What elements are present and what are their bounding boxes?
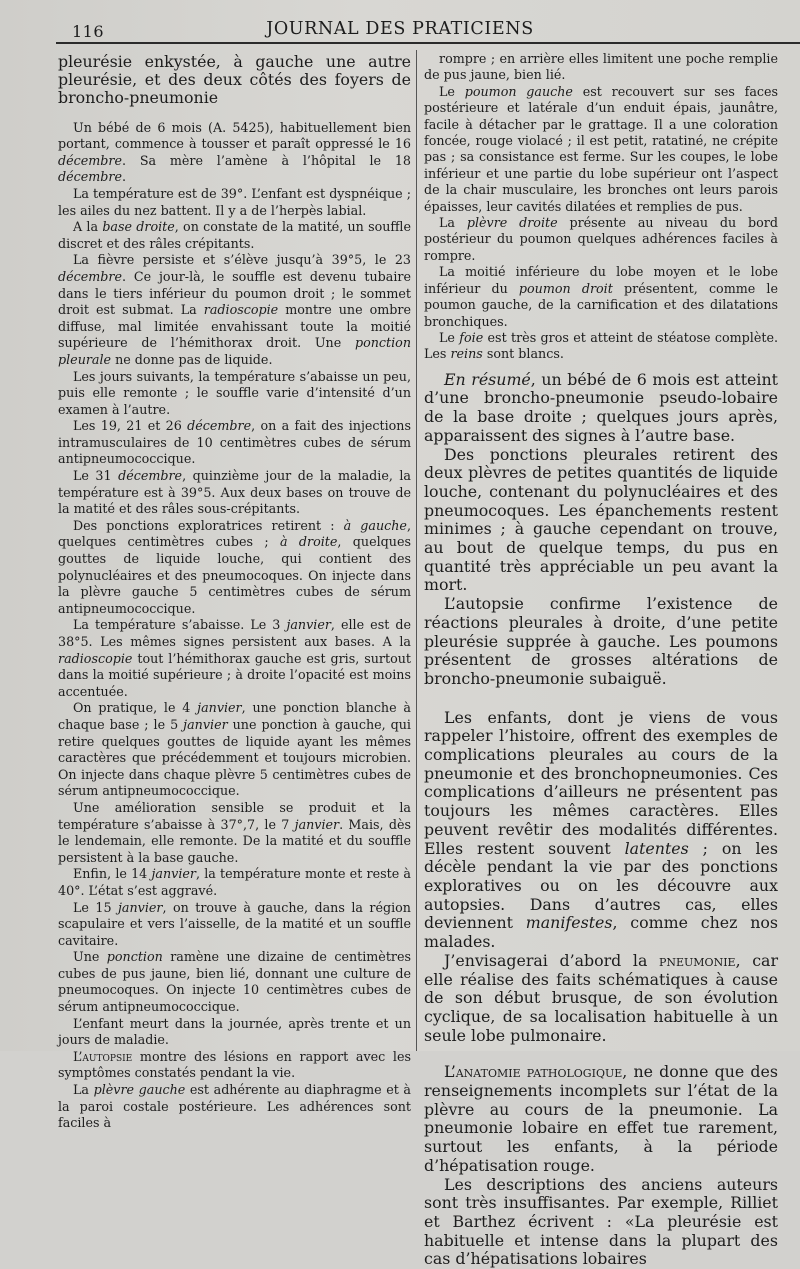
right-column-paragraph: La moitié inférieure du lobe moyen et le lobe inférieur du poumon droit présentent, comme le poumon gauche, de la carnification et des dilatations bronchiques.: [424, 264, 778, 329]
paragraph-spacer: [424, 689, 778, 709]
left-column-paragraph: A la base droite, on constate de la matité, un souffle discret et des râles crépitants.: [58, 219, 411, 251]
column-divider: [416, 50, 417, 1051]
right-column-paragraph: En résumé, un bébé de 6 mois est atteint d’une broncho-pneumonie pseudo-lobaire de la base droite ; quelques jours après, apparaissent des signes à l’autre base.: [424, 369, 778, 445]
right-column: [424, 51, 778, 1269]
page-header: [0, 12, 800, 46]
right-column-paragraph: Le poumon gauche est recouvert sur ses faces postérieure et latérale d’un enduit épais, jaunâtre, facile à détacher par le grattage. Il a une coloration foncée, rouge violacé ; il est petit, ratatiné, ne crépite pas ; sa consistance est ferme. Sur les coupes, le lobe inférieur et une partie du lobe supérieur ont l’aspect de la chair musculaire, les bronches ont leurs parois épaisses, leur cavités dilatées et remplies de pus.: [424, 83, 779, 214]
left-column-paragraph: La fièvre persiste et s’élève jusqu’à 39°5, le 23 décembre. Ce jour-là, le souffle est devenu tubaire dans le tiers inférieur du poumon droit ; le sommet droit est submat. La radioscopie montre une ombre diffuse, mal limitée envahissant toute la moitié supérieure de l’hémithorax droit. Une ponction pleurale ne donne pas de liquide.: [58, 252, 411, 367]
right-column-paragraph: rompre ; en arrière elles limitent une poche remplie de pus jaune, bien lié.: [424, 51, 778, 83]
right-column-paragraph: L’anatomie pathologique, ne donne que des renseignements incomplets sur l’état de la plèvre au cours de la pneumonie. La pneumonie lobaire en effet tue rarement, surtout les enfants, à la période d’hépatisation rouge.: [424, 1062, 778, 1175]
right-column-paragraph: J’envisagerai d’abord la pneumonie, car elle réalise des faits schématiques à cause de son début brusque, de son évolution cyclique, de sa localisation habituelle à un seule lobe pulmonaire.: [424, 950, 779, 1045]
journal-title: JOURNAL DES PRATICIENS: [266, 19, 534, 39]
right-column-paragraph: L’autopsie confirme l’existence de réactions pleurales à droite, d’une petite pleurésie supprée à gauche. Les poumons présentent de grosses altérations de broncho-pneumonie subaiguë.: [424, 594, 778, 688]
left-column-paragraph: Un bébé de 6 mois (A. 5425), habituellement bien portant, commence à tousser et paraît oppressé le 16 décembre. Sa mère l’amène à l’hôpital le 18 décembre.: [58, 119, 411, 185]
left-column-paragraph: Une ponction ramène une dizaine de centimètres cubes de pus jaune, bien lié, donnant une culture de pneumocoques. On injecte 10 centimètres cubes de sérum antipneumococcique.: [58, 949, 411, 1015]
left-column: [58, 53, 411, 1132]
page-number: 116: [72, 22, 105, 41]
left-column-paragraph: La température s’abaisse. Le 3 janvier, elle est de 38°5. Les mêmes signes persistent aux bases. A la radioscopie tout l’hémithorax gauche est gris, surtout dans la moitié supérieure ; à droite l’opacité est moins accentuée.: [58, 617, 411, 699]
header-rule: [56, 42, 800, 44]
left-column-paragraph: La température est de 39°. L’enfant est dyspnéique ; les ailes du nez battent. Il y a de l’herpès labial.: [58, 185, 411, 218]
left-column-paragraph: Enfin, le 14 janvier, la température monte et reste à 40°. L’état s’est aggravé.: [58, 866, 411, 898]
left-column-paragraph: Le 31 décembre, quinzième jour de la maladie, la température est à 39°5. Aux deux bases on trouve de la matité et des râles sous-crépitants.: [58, 468, 411, 517]
left-column-paragraph: pleurésie enkystée, à gauche une autre pleurésie, et des deux côtés des foyers de broncho-pneumonie: [58, 52, 411, 108]
right-column-paragraph: Les enfants, dont je viens de vous rappeler l’histoire, offrent des exemples de complications pleurales au cours de la pneumonie et des bronchopneumonies. Ces complications d’ailleurs ne présentent pas toujours les mêmes caractères. Elles peuvent revêtir des modalités différentes. Elles restent souvent latentes ; on les décèle pendant la vie par des ponctions exploratives ou on les découvre aux autopsies. Dans d’autres cas, elles deviennent manifestes, comme chez nos malades.: [424, 707, 778, 952]
left-column-paragraph: Le 15 janvier, on trouve à gauche, dans la région scapulaire et vers l’aisselle, de la matité et un souffle cavitaire.: [58, 899, 411, 948]
left-column-paragraph: L’autopsie montre des lésions en rapport avec les symptômes constatés pendant la vie.: [58, 1048, 411, 1081]
left-column-paragraph: La plèvre gauche est adhérente au diaphragme et à la paroi costale postérieure. Les adhérences sont faciles à: [58, 1082, 411, 1131]
right-column-paragraph: Les descriptions des anciens auteurs sont très insuffisantes. Par exemple, Rilliet et Barthez écrivent : «La pleurésie est habituelle et intense dans la plupart des cas d’hépatisations lobaires: [424, 1174, 778, 1269]
left-column-paragraph: On pratique, le 4 janvier, une ponction blanche à chaque base ; le 5 janvier une ponction à gauche, qui retire quelques gouttes de liquide ayant les mêmes caractères que précédemment et toujours microbien. On injecte dans chaque plèvre 5 centimètres cubes de sérum antipneumococcique.: [58, 700, 411, 799]
left-column-paragraph: Une amélioration sensible se produit et la température s’abaisse à 37°,7, le 7 janvier. Mais, dès le lendemain, elle remonte. De la matité et du souffle persistent à la base gauche.: [58, 799, 411, 865]
left-column-paragraph: L’enfant meurt dans la journée, après trente et un jours de maladie.: [58, 1015, 411, 1048]
right-column-paragraph: Des ponctions pleurales retirent des deux plèvres de petites quantités de liquide louche, contenant du polynucléaires et des pneumocoques. Les épanchements restent minimes ; à gauche cependant on trouve, au bout de quelque temps, du pus en quantité très appréciable un peu avant la mort.: [424, 444, 778, 595]
right-column-paragraph: Le foie est très gros et atteint de stéatose complète. Les reins sont blancs.: [424, 329, 779, 362]
left-column-paragraph: Des ponctions exploratrices retirent : à gauche, quelques centimètres cubes ; à droite, quelques gouttes de liquide louche, qui contient des polynucléaires et des pneumocoques. On injecte dans la plèvre gauche 5 centimètres cubes de sérum antipneumococcique.: [58, 517, 411, 616]
paragraph-spacer: [424, 1045, 778, 1063]
right-column-paragraph: La plèvre droite présente au niveau du bord postérieur du poumon quelques adhérences faciles à rompre.: [424, 215, 778, 263]
left-column-paragraph: Les jours suivants, la température s’abaisse un peu, puis elle remonte ; le souffle varie d’intensité d’un examen à l’autre.: [58, 368, 411, 417]
left-column-paragraph: Les 19, 21 et 26 décembre, on a fait des injections intramusculaires de 10 centimètres cubes de sérum antipneumococcique.: [58, 418, 411, 467]
